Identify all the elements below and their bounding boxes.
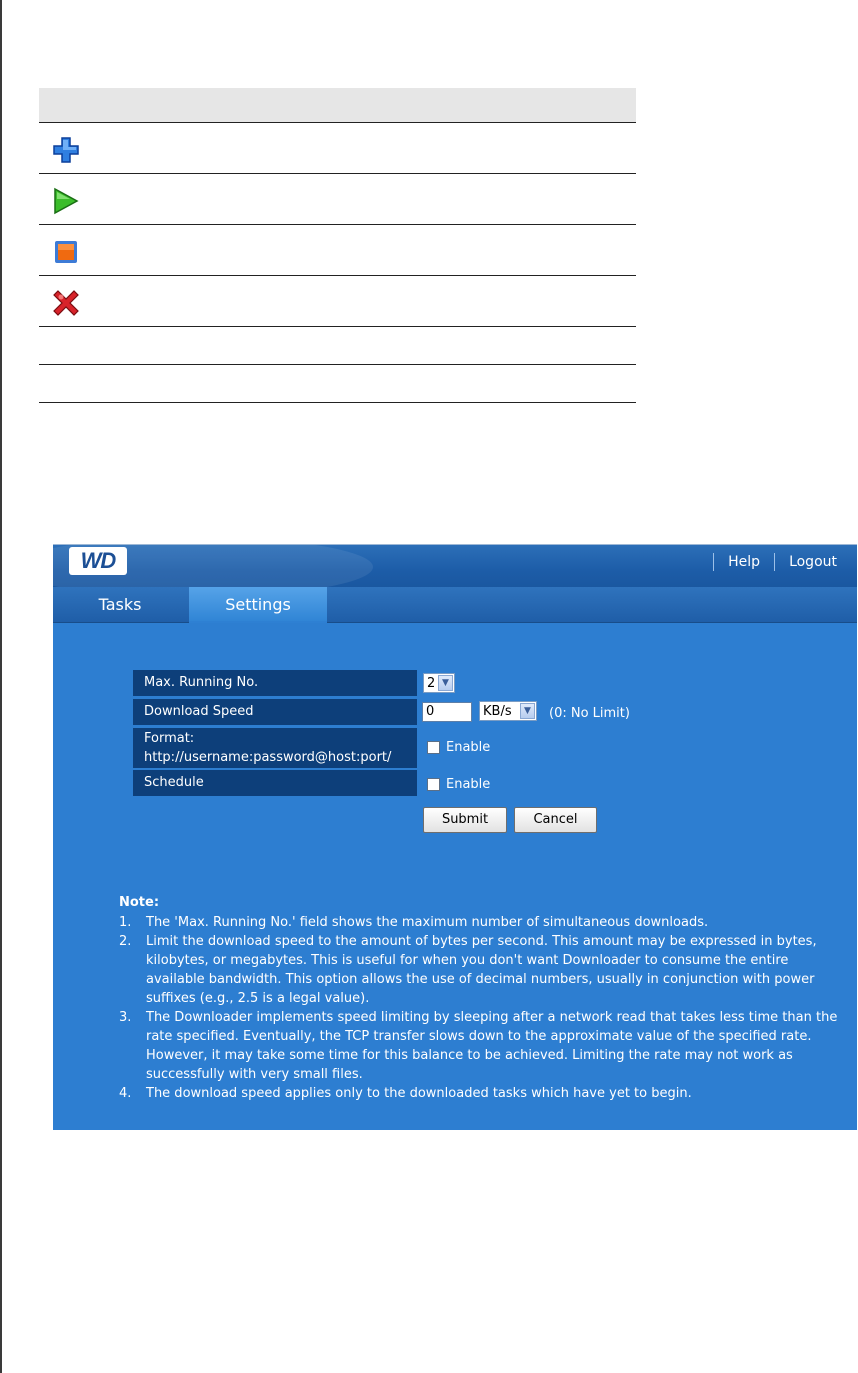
wd-logo: WD [69, 547, 127, 575]
format-enable-label: Enable [446, 740, 491, 755]
legend-header-row [39, 88, 636, 123]
downloader-settings-screenshot [53, 544, 857, 1130]
note-title: Note: [119, 895, 160, 910]
legend-row-stop [39, 225, 636, 276]
logout-link[interactable]: Logout [789, 554, 837, 570]
link-separator [774, 553, 775, 571]
speed-unit-value: KB/s [483, 704, 512, 719]
legend-row-play [39, 174, 636, 225]
schedule-enable-label: Enable [446, 777, 491, 792]
format-label-line2: http://username:password@host:port/ [144, 750, 392, 765]
submit-button[interactable]: Submit [423, 807, 507, 833]
play-icon [52, 187, 80, 215]
tab-bar [53, 587, 857, 623]
note-item [119, 1084, 839, 1103]
format-label-line1: Format: [144, 731, 195, 746]
note-number: 2. [119, 934, 132, 949]
cancel-button[interactable]: Cancel [514, 807, 597, 833]
download-speed-input[interactable]: 0 [422, 702, 472, 722]
download-speed-label: Download Speed [133, 699, 417, 725]
max-running-value: 2 [427, 676, 436, 691]
top-bar [53, 545, 857, 587]
note-text: Limit the download speed to the amount of bytes per second. This amount may be expressed in bytes, kilobytes, or megabytes. This is useful for when you don't want Downloader to consume the entire available bandwidth. This option allows the use of decimal numbers, usually in conjunction with power suffixes (e.g., 2.5 is a legal value). [146, 934, 817, 1006]
delete-icon [52, 289, 80, 317]
page-left-rule [0, 0, 2, 1373]
tab-settings[interactable]: Settings [189, 587, 327, 622]
legend-row-delete [39, 276, 636, 327]
chevron-down-icon: ▼ [438, 675, 453, 691]
chevron-down-icon: ▼ [520, 703, 535, 719]
note-number: 4. [119, 1086, 132, 1101]
format-label [133, 728, 417, 768]
tab-tasks[interactable]: Tasks [98, 595, 142, 614]
note-text: The download speed applies only to the downloaded tasks which have yet to begin. [146, 1086, 692, 1101]
note-text: The 'Max. Running No.' field shows the maximum number of simultaneous downloads. [146, 915, 709, 930]
speed-unit-select[interactable] [479, 701, 537, 721]
note-number: 1. [119, 915, 132, 930]
no-limit-hint: (0: No Limit) [549, 706, 630, 721]
note-item [119, 913, 839, 932]
legend-row-empty-1 [39, 327, 636, 365]
link-separator [713, 553, 714, 571]
note-text: The Downloader implements speed limiting by sleeping after a network read that takes less time than the rate specified. Eventually, the TCP transfer slows down to the approximate value of the specified rate. However, it may take some time for this balance to be achieved. Limiting the rate may not work as successfully with very small files. [146, 1010, 838, 1082]
legend-row-empty-2 [39, 365, 636, 403]
format-enable-checkbox[interactable] [427, 741, 440, 754]
help-link[interactable]: Help [728, 554, 761, 570]
max-running-label: Max. Running No. [133, 670, 417, 696]
schedule-enable-checkbox[interactable] [427, 778, 440, 791]
legend-row-add [39, 123, 636, 174]
note-number: 3. [119, 1010, 132, 1025]
stop-icon [52, 238, 80, 266]
icon-legend-table [39, 88, 636, 403]
notes-list [119, 913, 839, 1103]
max-running-select[interactable] [423, 673, 455, 693]
note-item [119, 1008, 839, 1084]
top-links [699, 551, 857, 573]
add-icon [52, 136, 80, 164]
schedule-label: Schedule [133, 770, 417, 796]
note-item [119, 932, 839, 1008]
